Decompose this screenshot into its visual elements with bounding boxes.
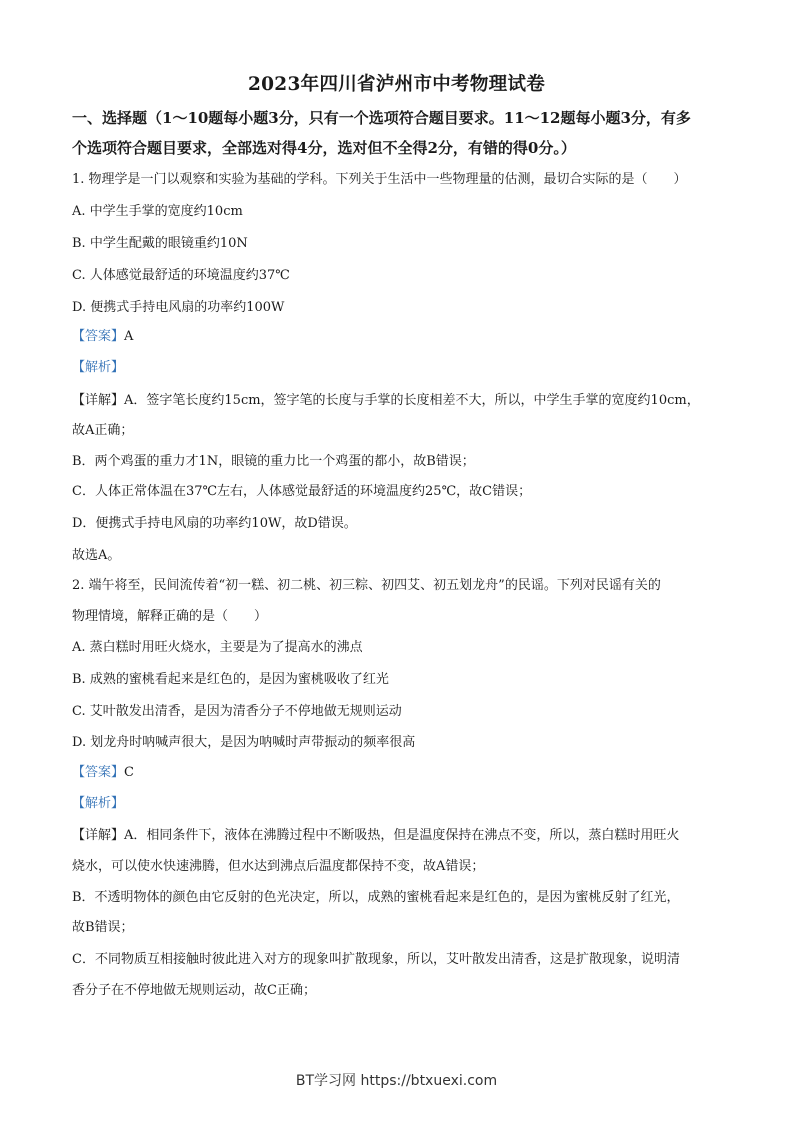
detail-tag: 【详解】 xyxy=(72,828,125,843)
page-title: 2023年四川省泸州市中考物理试卷 xyxy=(247,74,546,95)
q1-option-d: D. 便携式手持电风扇的功率约100W xyxy=(72,300,285,315)
q2-detail-line-2: 烧水，可以使水快速沸腾，但水达到沸点后温度都保持不变，故A错误； xyxy=(72,859,485,874)
detail-text: A．相同条件下，液体在沸腾过程中不断吸热，但是温度保持在沸点不变，所以，蒸白糕时用旺火 xyxy=(124,828,680,843)
q1-analysis-tag xyxy=(72,358,732,378)
analysis-tag: 【解析】 xyxy=(72,796,125,811)
answer-tag: 【答案】 xyxy=(72,765,125,780)
analysis-tag: 【解析】 xyxy=(72,360,125,375)
q2-stem-line-2: 物理情境，解释正确的是（ ） xyxy=(72,609,268,624)
answer-value: A xyxy=(124,329,134,344)
q2-detail-line-6: 香分子在不停地做无规则运动，故C正确； xyxy=(72,983,316,998)
q1-detail-line-3: B．两个鸡蛋的重力才1N，眼镜的重力比一个鸡蛋的都小，故B错误； xyxy=(72,454,475,469)
answer-tag: 【答案】 xyxy=(72,329,125,344)
footer-watermark: BT学习网 https://btxuexi.com xyxy=(295,1073,498,1089)
section-header-line-2: 个选项符合题目要求，全部选对得4分，选对但不全得2分，有错的得0分。） xyxy=(72,139,576,157)
q1-detail-line-4: C．人体正常体温在37℃左右，人体感觉最舒适的环境温度约25℃，故C错误； xyxy=(72,484,532,499)
q2-option-b: B. 成熟的蜜桃看起来是红色的，是因为蜜桃吸收了红光 xyxy=(72,672,389,687)
q1-option-a: A. 中学生手掌的宽度约10cm xyxy=(72,204,243,219)
q2-detail-line-5: C．不同物质互相接触时彼此进入对方的现象叫扩散现象，所以，艾叶散发出清香，这是扩散现象，说明清 xyxy=(72,952,680,967)
q1-conclusion: 故选A。 xyxy=(72,548,121,563)
q1-detail-line-5: D．便携式手持电风扇的功率约10W，故D错误。 xyxy=(72,516,357,531)
q2-analysis-tag xyxy=(72,794,732,814)
q2-detail-line-3: B．不透明物体的颜色由它反射的色光决定，所以，成熟的蜜桃看起来是红色的，是因为蜜桃反射了红光， xyxy=(72,890,680,905)
q2-stem-line-1: 2. 端午将至，民间流传着“初一糕、初二桃、初三粽、初四艾、初五划龙舟”的民谣。下列对民谣有关的 xyxy=(72,578,661,593)
q2-option-c: C. 艾叶散发出清香，是因为清香分子不停地做无规则运动 xyxy=(72,704,402,719)
q2-detail-line-4: 故B错误； xyxy=(72,920,134,935)
q2-answer xyxy=(72,763,732,783)
q1-detail-line-1 xyxy=(72,391,732,411)
detail-tag: 【详解】 xyxy=(72,393,125,408)
answer-value: C xyxy=(124,765,134,780)
q2-option-d: D. 划龙舟时呐喊声很大，是因为呐喊时声带振动的频率很高 xyxy=(72,735,416,750)
q1-detail-line-2: 故A正确； xyxy=(72,423,134,438)
q1-option-c: C. 人体感觉最舒适的环境温度约37℃ xyxy=(72,268,290,283)
q1-stem: 1. 物理学是一门以观察和实验为基础的学科。下列关于生活中一些物理量的估测，最切合实际的是（ ） xyxy=(72,172,687,187)
q1-answer xyxy=(72,327,732,347)
detail-text: A．签字笔长度约15cm，签字笔的长度与手掌的长度相差不大，所以，中学生手掌的宽度约10cm， xyxy=(124,393,700,408)
q1-option-b: B. 中学生配戴的眼镜重约10N xyxy=(72,236,248,251)
q2-option-a: A. 蒸白糕时用旺火烧水，主要是为了提高水的沸点 xyxy=(72,640,363,655)
q2-detail-line-1 xyxy=(72,826,732,846)
section-header-line-1: 一、选择题（1～10题每小题3分，只有一个选项符合题目要求。11～12题每小题3分，有多 xyxy=(72,109,691,127)
